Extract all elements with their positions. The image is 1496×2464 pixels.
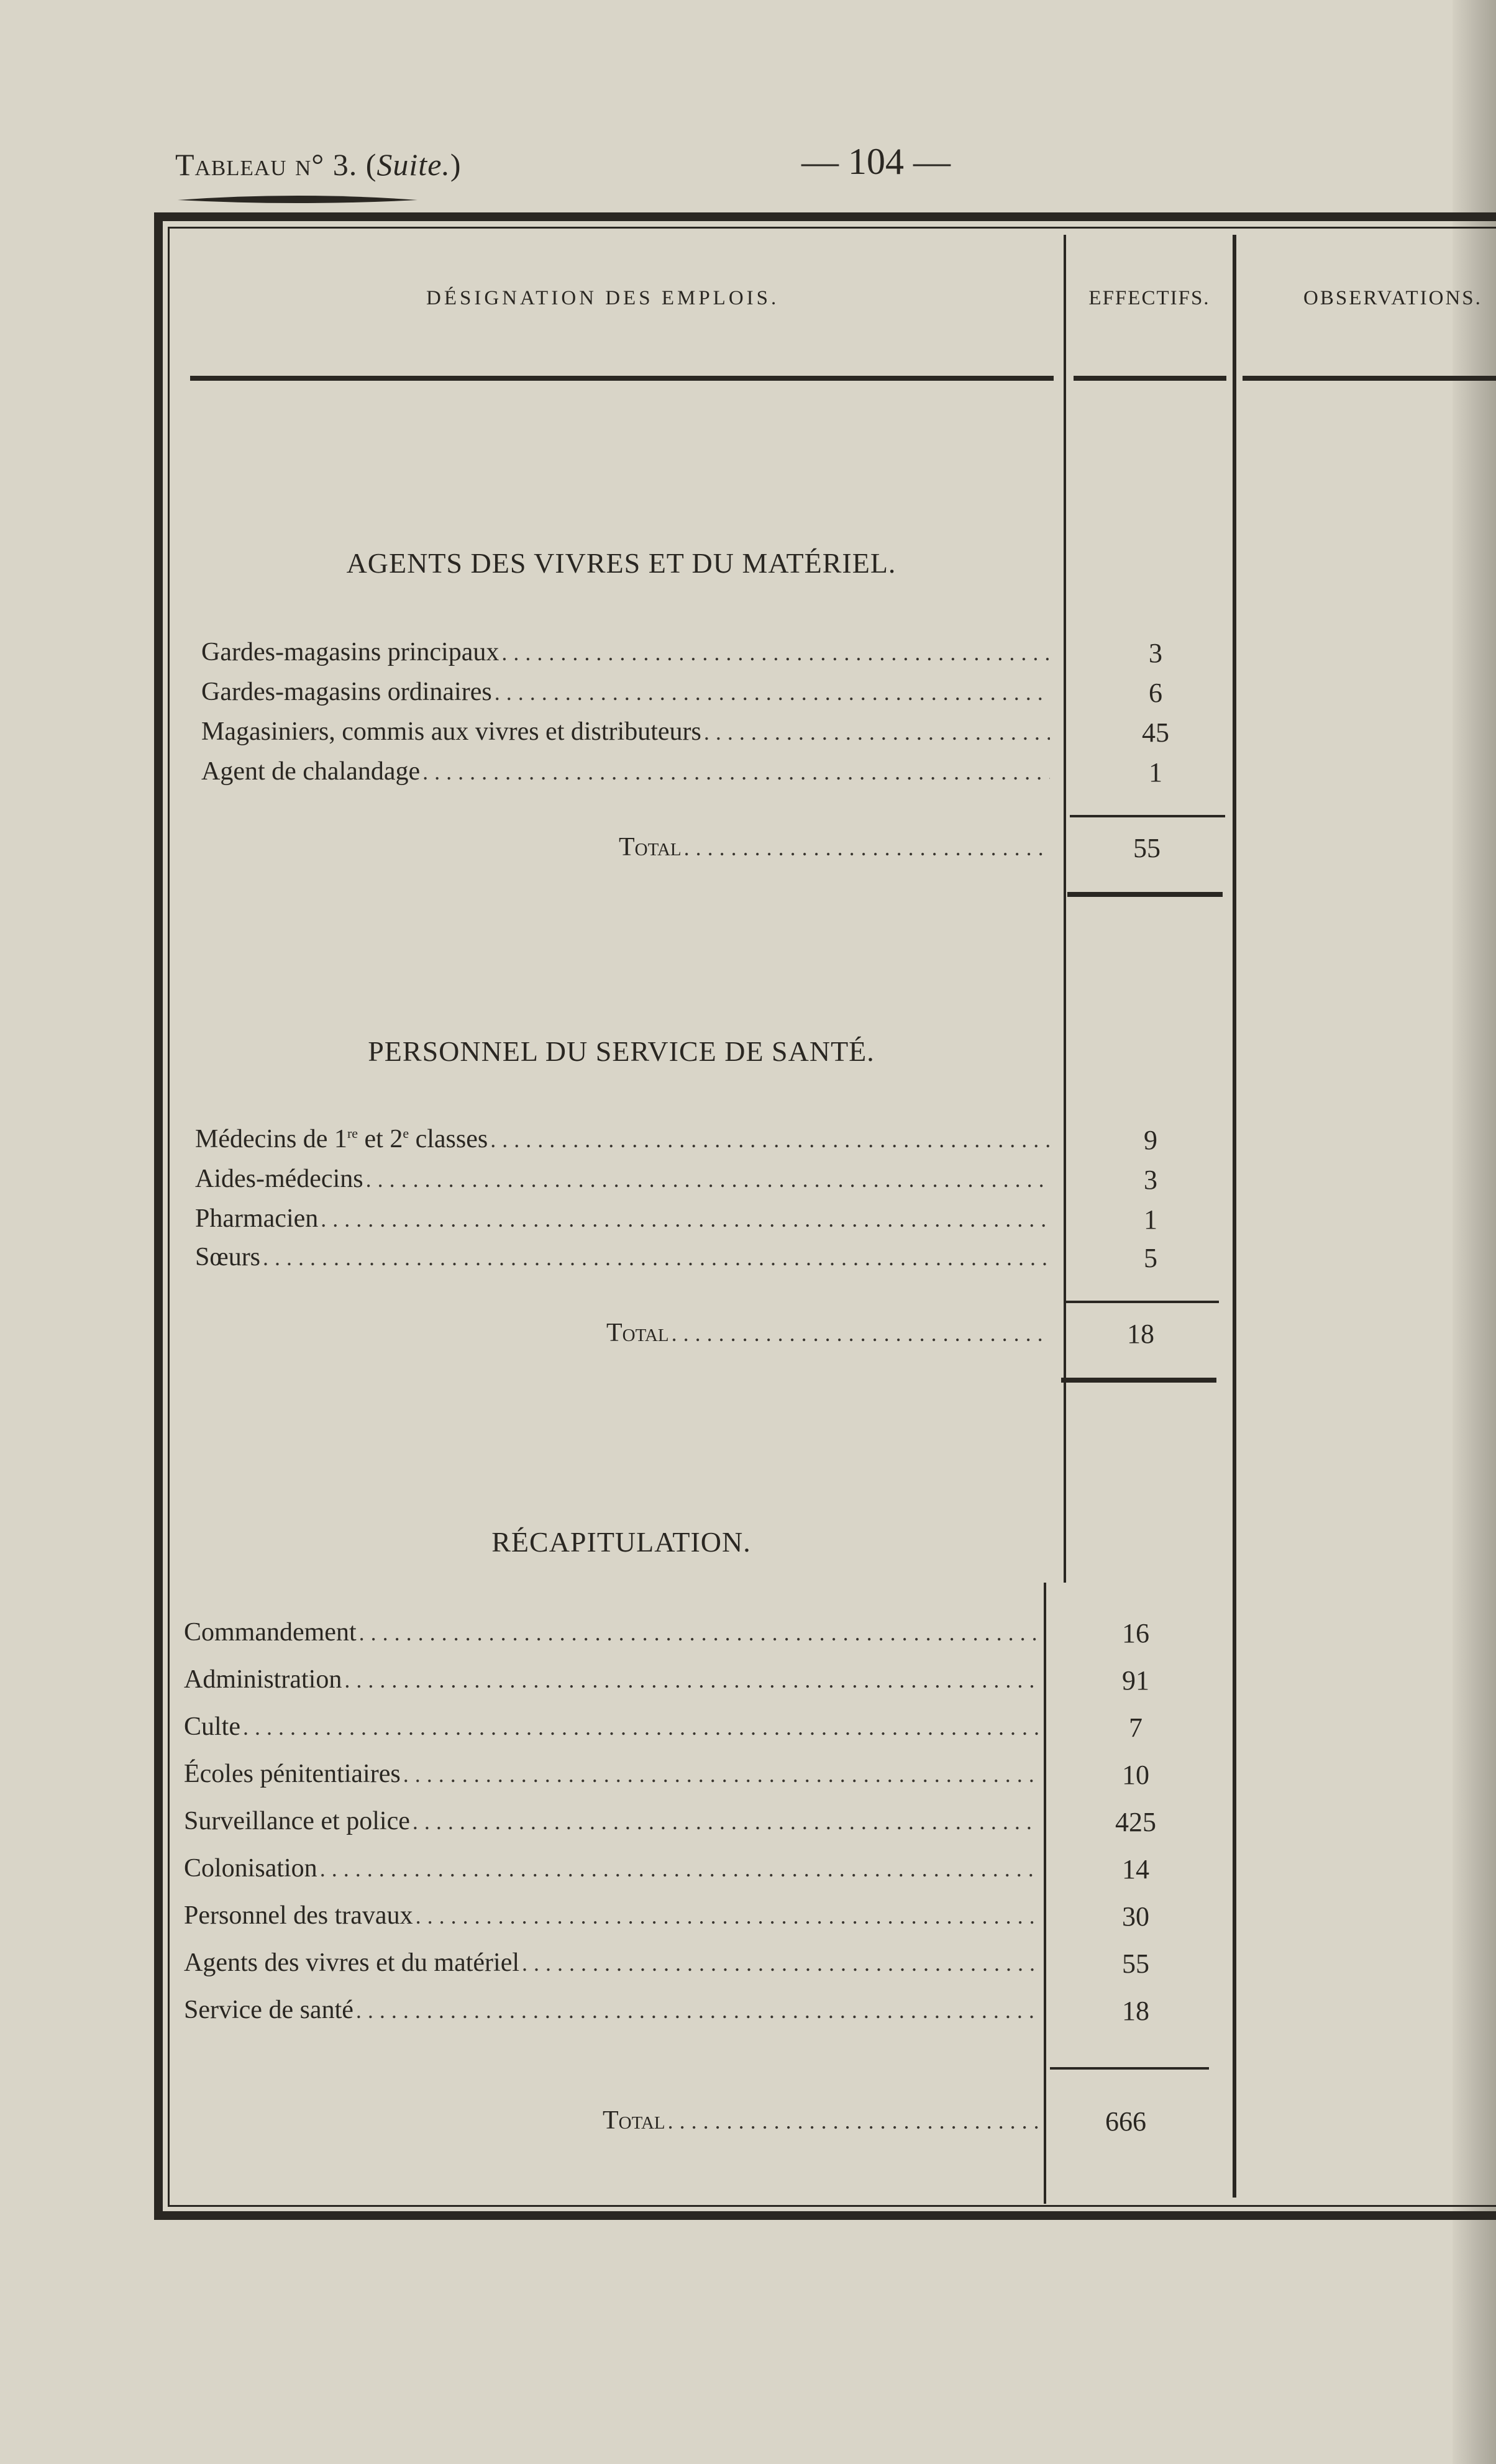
suite-label: Suite. bbox=[376, 147, 450, 182]
list-item: Culte ..... bbox=[184, 1712, 1039, 1752]
effectif-value: 3 bbox=[1144, 1165, 1157, 1195]
total-row: Total ..... bbox=[619, 832, 1050, 872]
list-item: Gardes-magasins principaux ..... bbox=[201, 637, 1050, 677]
total-rule bbox=[1061, 1378, 1216, 1383]
header-ornament bbox=[176, 193, 419, 206]
column-separator bbox=[1044, 1583, 1046, 2204]
effectif-value: 30 bbox=[1122, 1901, 1149, 1932]
header-rule bbox=[1243, 376, 1496, 381]
list-item: Commandement ..... bbox=[184, 1617, 1039, 1657]
effectif-value: 1 bbox=[1149, 757, 1162, 788]
list-item: Service de santé ..... bbox=[184, 1995, 1039, 2035]
effectif-value: 18 bbox=[1122, 1996, 1149, 2026]
effectif-value: 7 bbox=[1129, 1712, 1143, 1743]
list-item: Colonisation ..... bbox=[184, 1853, 1039, 1893]
list-item: Surveillance et police ..... bbox=[184, 1806, 1039, 1846]
list-item: Sœurs ..... bbox=[195, 1242, 1050, 1282]
list-item: Écoles pénitentiaires ..... bbox=[184, 1759, 1039, 1799]
list-item: Pharmacien ..... bbox=[195, 1204, 1050, 1243]
effectif-value: 5 bbox=[1144, 1243, 1157, 1273]
effectif-value: 6 bbox=[1149, 678, 1162, 708]
subtotal-rule bbox=[1064, 1301, 1219, 1303]
header-rule bbox=[1074, 376, 1226, 381]
table-label: Tableau n° 3. (Suite.) bbox=[175, 147, 462, 182]
effectif-value: 3 bbox=[1149, 638, 1162, 668]
list-item: Agents des vivres et du matériel ..... bbox=[184, 1948, 1039, 1988]
total-row: Total ..... bbox=[603, 2106, 1039, 2145]
total-value: 666 bbox=[1105, 2106, 1146, 2137]
section-title-recap: RÉCAPITULATION. bbox=[491, 1526, 751, 1558]
subtotal-rule bbox=[1050, 2067, 1209, 2070]
header-observations: OBSERVATIONS. bbox=[1303, 287, 1482, 309]
page-number: — 104 — bbox=[801, 141, 951, 182]
section-title-vivres: AGENTS DES VIVRES ET DU MATÉRIEL. bbox=[346, 547, 896, 579]
list-item: Aides-médecins ..... bbox=[195, 1164, 1050, 1204]
effectif-value: 14 bbox=[1122, 1854, 1149, 1884]
header-designation: DÉSIGNATION DES EMPLOIS. bbox=[426, 287, 780, 309]
effectif-value: 425 bbox=[1115, 1807, 1156, 1837]
table-number: Tableau n° 3. bbox=[175, 147, 358, 182]
header-effectifs: EFFECTIFS. bbox=[1088, 287, 1210, 309]
effectif-value: 10 bbox=[1122, 1760, 1149, 1790]
list-item: Administration ..... bbox=[184, 1665, 1039, 1704]
total-value: 18 bbox=[1127, 1319, 1154, 1349]
total-row: Total ..... bbox=[606, 1318, 1046, 1358]
effectif-value: 45 bbox=[1142, 717, 1169, 748]
total-rule bbox=[1067, 892, 1223, 897]
header-rule bbox=[190, 376, 1054, 381]
list-item: Médecins de 1re et 2e classes ..... bbox=[195, 1124, 1050, 1164]
effectif-value: 16 bbox=[1122, 1618, 1149, 1648]
list-item: Magasiniers, commis aux vivres et distributeurs ..... bbox=[201, 717, 1050, 757]
subtotal-rule bbox=[1070, 815, 1225, 817]
effectif-value: 55 bbox=[1122, 1948, 1149, 1979]
total-value: 55 bbox=[1133, 833, 1161, 863]
effectif-value: 1 bbox=[1144, 1204, 1157, 1235]
section-title-sante: PERSONNEL DU SERVICE DE SANTÉ. bbox=[368, 1035, 875, 1067]
effectif-value: 9 bbox=[1144, 1125, 1157, 1155]
list-item: Gardes-magasins ordinaires ..... bbox=[201, 677, 1050, 717]
effectif-value: 91 bbox=[1122, 1665, 1149, 1696]
list-item: Personnel des travaux ..... bbox=[184, 1901, 1039, 1940]
list-item: Agent de chalandage ..... bbox=[201, 757, 1050, 796]
column-separator bbox=[1233, 235, 1236, 2198]
